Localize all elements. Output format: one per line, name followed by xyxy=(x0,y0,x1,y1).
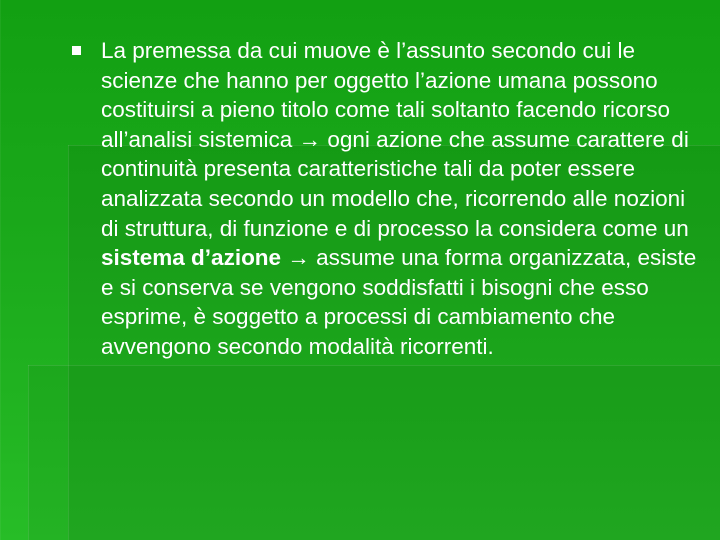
bullet-text xyxy=(101,36,702,362)
text-middle: ogni azione che assume carattere di continuità presenta caratteristiche tali da poter essere analizzata secondo un modello che, ricorrendo alle nozioni di struttura, di funzione e di processo la considera come un xyxy=(101,126,689,241)
arrow-icon: → xyxy=(287,245,310,271)
text-intro: La premessa da cui muove è l’assunto secondo cui le scienze che hanno per oggetto l’azione umana possono costituirsi a pieno titolo come tali soltanto facendo ricorso all’analisi sistemica xyxy=(101,38,671,152)
text-ending: assume una forma organizzata, esiste e si conserva se vengono soddisfatti i bisogni che esso esprime, è soggetto a processi di cambiamento che avvengono secondo modalità ricorrenti. xyxy=(101,245,697,359)
bullet-item xyxy=(72,36,702,362)
square-bullet-icon xyxy=(72,46,81,55)
background-panel xyxy=(28,365,720,540)
background-line xyxy=(68,145,69,540)
background-line xyxy=(28,365,29,540)
background-line xyxy=(28,365,720,366)
bold-term: sistema d’azione xyxy=(101,245,282,271)
arrow-icon: → xyxy=(298,126,322,152)
